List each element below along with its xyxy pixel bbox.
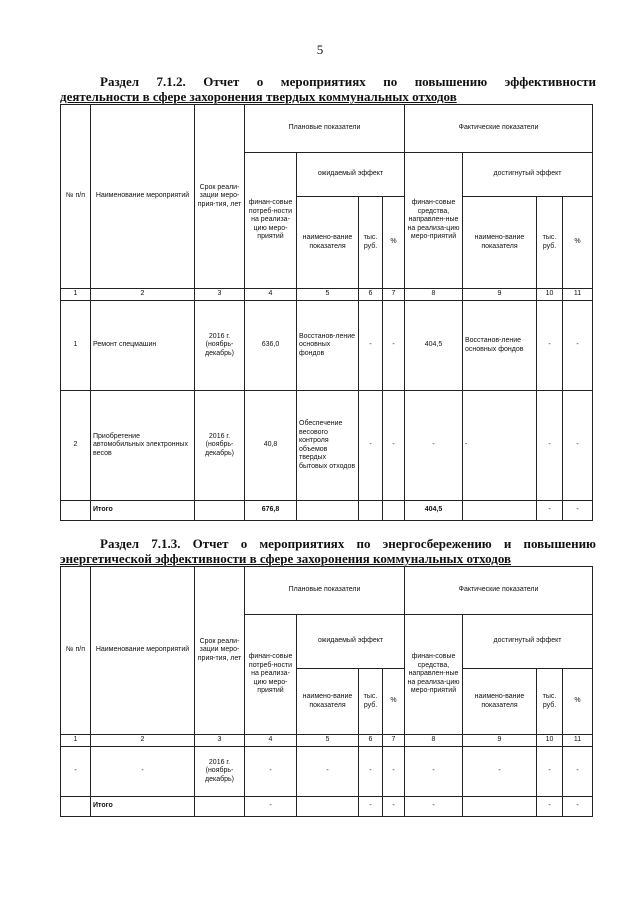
col-number: 5	[297, 289, 359, 301]
cell-planned-rub	[359, 501, 383, 521]
page-number: 5	[316, 42, 324, 57]
header-planned-fin: финан-совые потреб-ности на реализа-цию меро-приятий	[245, 153, 297, 289]
col-number: 11	[563, 289, 593, 301]
header-thousand-rub: тыс. руб.	[359, 669, 383, 735]
cell-actual-rub: -	[537, 797, 563, 817]
cell-actual-rub: -	[537, 301, 563, 391]
total-planned-fin: 676,8	[245, 501, 297, 521]
col-number: 2	[91, 289, 195, 301]
header-indicator-name: наимено-вание показателя	[463, 197, 537, 289]
col-number: 6	[359, 735, 383, 747]
header-planned-fin: финан-совые потреб-ности на реализа-цию меро-приятий	[245, 615, 297, 735]
col-number: 10	[537, 289, 563, 301]
header-term: Срок реали-зации меро-прия-тия, лет	[195, 105, 245, 289]
cell-planned-rub: -	[359, 301, 383, 391]
cell-actual-fin: -	[405, 747, 463, 797]
total-actual-fin: 404,5	[405, 501, 463, 521]
cell-planned-percent: -	[383, 391, 405, 501]
section-heading-7-1-3	[60, 536, 596, 566]
cell-actual-fin: -	[405, 391, 463, 501]
col-number: 4	[245, 289, 297, 301]
cell-actual-indicator: -	[463, 747, 537, 797]
section-heading-line2: деятельности в сфере захоронения твердых коммунальных отходов	[60, 89, 457, 104]
cell-planned-rub: -	[359, 747, 383, 797]
header-percent: %	[383, 197, 405, 289]
col-number: 9	[463, 735, 537, 747]
col-number: 9	[463, 289, 537, 301]
report-table-7-1-2	[60, 104, 593, 521]
header-name: Наименование мероприятий	[91, 105, 195, 289]
col-number: 3	[195, 289, 245, 301]
col-number: 1	[61, 735, 91, 747]
header-num: № п/п	[61, 567, 91, 735]
section-heading-line2: энергетической эффективности в сфере захоронения коммунальных отходов	[60, 551, 512, 566]
col-number: 4	[245, 735, 297, 747]
total-row	[61, 797, 593, 817]
col-number: 5	[297, 735, 359, 747]
cell-actual-percent: -	[563, 391, 593, 501]
section-heading-line1: Раздел 7.1.2. Отчет о мероприятиях по повышению эффективности	[100, 74, 596, 89]
cell-planned-percent: -	[383, 747, 405, 797]
col-number: 1	[61, 289, 91, 301]
cell-planned-indicator: Обеспечение весового контроля объемов твердых бытовых отходов	[297, 391, 359, 501]
cell-actual-rub: -	[537, 501, 563, 521]
col-number: 3	[195, 735, 245, 747]
header-indicator-name: наимено-вание показателя	[297, 197, 359, 289]
header-achieved-effect: достигнутый эффект	[463, 615, 593, 669]
column-number-row	[61, 735, 593, 747]
cell-num	[61, 797, 91, 817]
table-row	[61, 301, 593, 391]
total-row	[61, 501, 593, 521]
col-number: 10	[537, 735, 563, 747]
total-label: Итого	[91, 797, 195, 817]
header-indicator-name: наимено-вание показателя	[463, 669, 537, 735]
cell-term: 2016 г. (ноябрь-декабрь)	[195, 391, 245, 501]
header-expected-effect: ожидаемый эффект	[297, 153, 405, 197]
cell-num	[61, 501, 91, 521]
total-actual-fin: -	[405, 797, 463, 817]
header-expected-effect: ожидаемый эффект	[297, 615, 405, 669]
col-number: 11	[563, 735, 593, 747]
header-term: Срок реали-зации меро-прия-тия, лет	[195, 567, 245, 735]
total-label: Итого	[91, 501, 195, 521]
cell-planned-fin: -	[245, 747, 297, 797]
header-indicator-name: наимено-вание показателя	[297, 669, 359, 735]
table-row	[61, 747, 593, 797]
col-number: 8	[405, 289, 463, 301]
cell-term	[195, 797, 245, 817]
header-percent: %	[563, 197, 593, 289]
column-number-row	[61, 289, 593, 301]
header-percent: %	[563, 669, 593, 735]
report-table-7-1-3	[60, 566, 593, 817]
header-thousand-rub: тыс. руб.	[537, 669, 563, 735]
cell-num: -	[61, 747, 91, 797]
cell-planned-fin: 636,0	[245, 301, 297, 391]
cell-term: 2016 г. (ноябрь-декабрь)	[195, 747, 245, 797]
cell-actual-percent: -	[563, 501, 593, 521]
cell-planned-percent	[383, 501, 405, 521]
header-actual-fin: финан-совые средства, направлен-ные на реализа-цию меро-приятий	[405, 153, 463, 289]
header-thousand-rub: тыс. руб.	[537, 197, 563, 289]
cell-num: 1	[61, 301, 91, 391]
cell-actual-rub: -	[537, 391, 563, 501]
header-planned: Плановые показатели	[245, 567, 405, 615]
cell-planned-fin: 40,8	[245, 391, 297, 501]
cell-num: 2	[61, 391, 91, 501]
header-planned: Плановые показатели	[245, 105, 405, 153]
header-actual-fin: финан-совые средства, направлен-ные на реализа-цию меро-приятий	[405, 615, 463, 735]
cell-actual-indicator: -	[463, 391, 537, 501]
cell-actual-indicator	[463, 797, 537, 817]
cell-planned-indicator	[297, 797, 359, 817]
cell-name: Приобретение автомобильных электронных весов	[91, 391, 195, 501]
header-thousand-rub: тыс. руб.	[359, 197, 383, 289]
header-name: Наименование мероприятий	[91, 567, 195, 735]
cell-actual-percent: -	[563, 747, 593, 797]
header-achieved-effect: достигнутый эффект	[463, 153, 593, 197]
cell-actual-indicator	[463, 501, 537, 521]
cell-planned-rub: -	[359, 391, 383, 501]
col-number: 8	[405, 735, 463, 747]
cell-term	[195, 501, 245, 521]
cell-planned-indicator: -	[297, 747, 359, 797]
table-row	[61, 391, 593, 501]
cell-planned-indicator	[297, 501, 359, 521]
col-number: 7	[383, 289, 405, 301]
cell-name: Ремонт спецмашин	[91, 301, 195, 391]
cell-actual-fin: 404,5	[405, 301, 463, 391]
col-number: 7	[383, 735, 405, 747]
section-heading-line1: Раздел 7.1.3. Отчет о мероприятиях по энергосбережению и повышению	[100, 536, 596, 551]
total-planned-fin: -	[245, 797, 297, 817]
section-heading-7-1-2	[60, 74, 596, 104]
header-actual: Фактические показатели	[405, 105, 593, 153]
cell-actual-percent: -	[563, 301, 593, 391]
cell-planned-percent: -	[383, 301, 405, 391]
cell-term: 2016 г. (ноябрь-декабрь)	[195, 301, 245, 391]
cell-planned-rub: -	[359, 797, 383, 817]
cell-planned-indicator: Восстанов-ление основных фондов	[297, 301, 359, 391]
col-number: 2	[91, 735, 195, 747]
cell-name: -	[91, 747, 195, 797]
header-percent: %	[383, 669, 405, 735]
cell-actual-percent: -	[563, 797, 593, 817]
col-number: 6	[359, 289, 383, 301]
cell-planned-percent: -	[383, 797, 405, 817]
header-actual: Фактические показатели	[405, 567, 593, 615]
header-num: № п/п	[61, 105, 91, 289]
cell-actual-indicator: Восстанов-ление основных фондов	[463, 301, 537, 391]
cell-actual-rub: -	[537, 747, 563, 797]
